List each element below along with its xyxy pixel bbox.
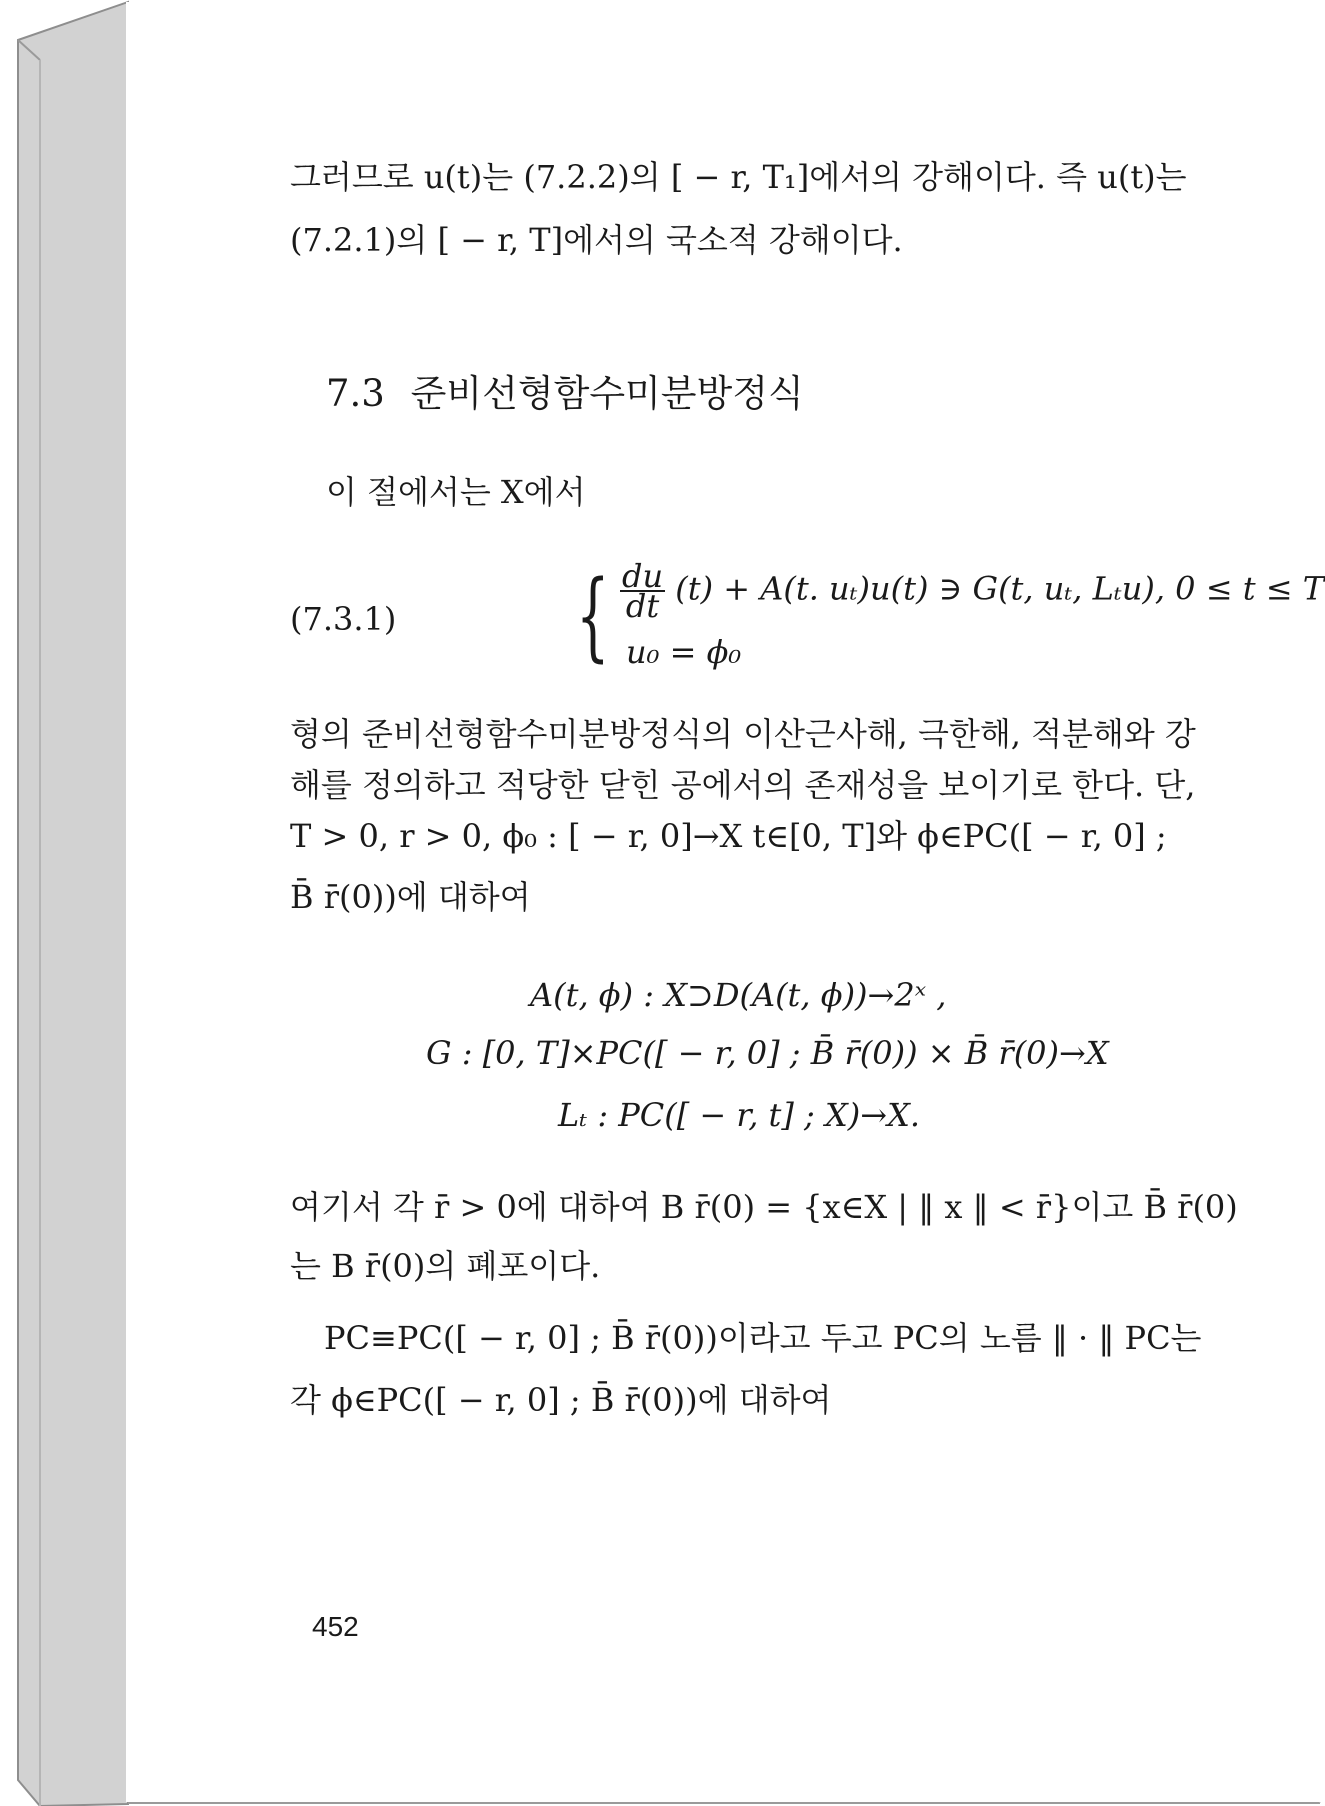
intro-line: 이 절에서는 X에서: [326, 473, 586, 511]
paragraph1-line2: (7.2.1)의 [ − r, T]에서의 국소적 강해이다.: [290, 221, 903, 259]
equation-line2: u₀ = ϕ₀: [626, 633, 742, 671]
equation-label: (7.3.1): [290, 600, 397, 638]
paragraph1-line1: 그러므로 u(t)는 (7.2.2)의 [ − r, T₁]에서의 강해이다. 즉 u(t)는: [290, 158, 1187, 196]
section-heading: [326, 374, 804, 414]
section-title: 준비선형함수미분방정식: [410, 372, 804, 415]
display-equation-1: A(t, ϕ) : X⊃D(A(t, ϕ))→2ˣ ,: [530, 976, 947, 1014]
book-page: [126, 2, 1325, 1802]
paragraph2-line2: 해를 정의하고 적당한 닫힌 공에서의 존재성을 보이기로 한다. 단,: [290, 766, 1196, 804]
paragraph4-line2: 각 ϕ∈PC([ − r, 0] ; B̄ r̄(0))에 대하여: [290, 1381, 832, 1419]
paragraph2-line4: B̄ r̄(0))에 대하여: [290, 878, 531, 916]
equation-line1-rest: (t) + A(t. uₜ)u(t) ∋ G(t, uₜ, Lₜu), 0 ≤ t ≤ T: [675, 569, 1325, 608]
paragraph3-line2: 는 B r̄(0)의 폐포이다.: [290, 1247, 601, 1285]
display-equation-3: Lₜ : PC([ − r, t] ; X)→X.: [558, 1096, 921, 1134]
paragraph3-line1: 여기서 각 r̄ > 0에 대하여 B r̄(0) = {x∈X | ‖ x ‖ < r̄}이고 B̄ r̄(0): [290, 1188, 1238, 1226]
equation-brace: {: [576, 560, 610, 672]
section-number: 7.3: [326, 372, 385, 415]
display-equation-2: G : [0, T]×PC([ − r, 0] ; B̄ r̄(0)) × B̄ r̄(0)→X: [426, 1034, 1109, 1072]
paragraph4-line1: PC≡PC([ − r, 0] ; B̄ r̄(0))이라고 두고 PC의 노름 ‖ · ‖ PC는: [324, 1319, 1202, 1357]
page-number: 452: [312, 1611, 359, 1642]
derivative-fraction: [620, 557, 665, 625]
equation-line1: [620, 557, 1325, 625]
paragraph2-line3: T > 0, r > 0, ϕ₀ : [ − r, 0]→X t∈[0, T]와 ϕ∈PC([ − r, 0] ;: [290, 817, 1167, 855]
fraction-numerator: du: [622, 557, 664, 595]
fraction-denominator: dt: [625, 587, 660, 625]
paragraph2-line1: 형의 준비선형함수미분방정식의 이산근사해, 극한해, 적분해와 강: [290, 715, 1196, 753]
